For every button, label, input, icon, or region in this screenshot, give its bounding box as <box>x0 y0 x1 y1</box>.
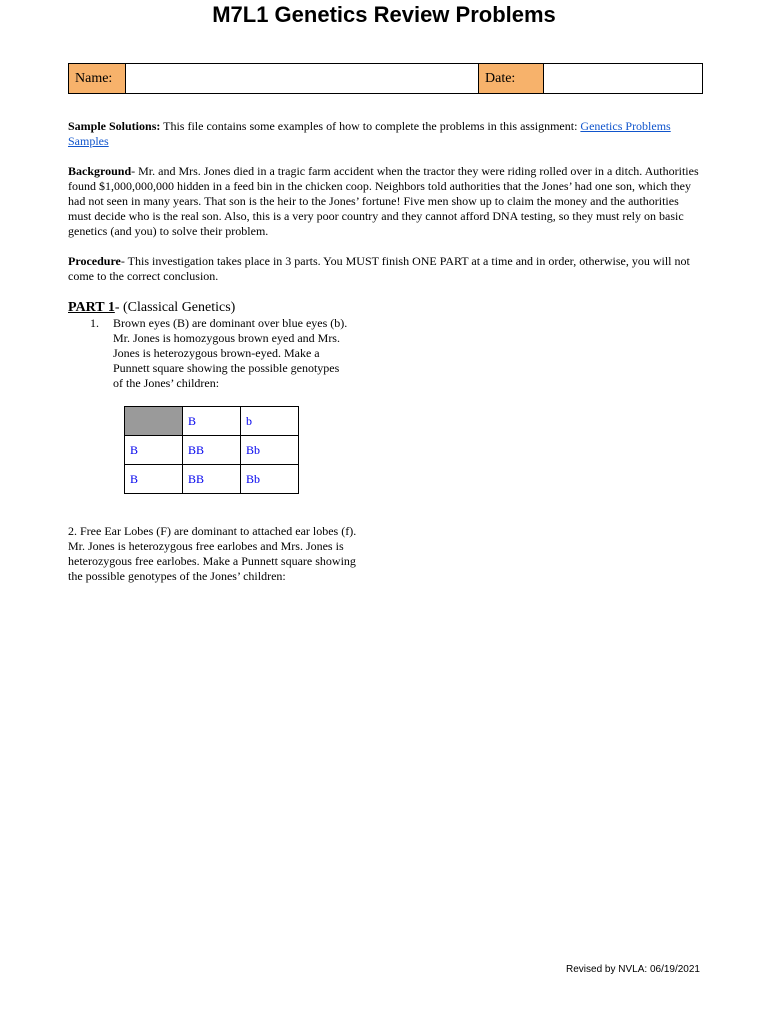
name-label: Name: <box>69 64 126 94</box>
question-1-number: 1. <box>90 316 99 330</box>
procedure-text: - This investigation takes place in 3 parts. You MUST finish ONE PART at a time and in order, otherwise, you will not come to the correct conclusion. <box>68 254 690 283</box>
part1-suffix: - (Classical Genetics) <box>114 300 236 315</box>
question-1 <box>90 316 352 391</box>
page-title: M7L1 Genetics Review Problems <box>212 2 556 27</box>
procedure-label: Procedure <box>68 254 121 268</box>
background-paragraph <box>68 164 700 239</box>
punnett-square <box>124 406 299 494</box>
name-date-table <box>68 63 703 94</box>
part1-heading <box>68 299 235 316</box>
punnett-col-header: B <box>183 407 241 436</box>
sample-solutions-text: This file contains some examples of how to complete the problems in this assignment: <box>160 119 581 133</box>
question-1-text: Brown eyes (B) are dominant over blue eyes (b). Mr. Jones is homozygous brown eyed and Mrs. Jones is heterozygous brown-eyed. Make a Punnett square showing the possible genotypes of the Jones’ children: <box>113 316 348 390</box>
background-text: - Mr. and Mrs. Jones died in a tragic farm accident when the tractor they were riding rolled over in a ditch. Authorities found $1,000,000,000 hidden in a feed bin in the chicken coop. Neighbors told authorities that the Jones’ had one son, which they had not seen in many years. That son is the heir to the Jones’ fortune! Five men show up to claim the money and the authorities must decide who is the real son. Also, this is a very poor country and they cannot afford DNA testing, so they must rely on basic genetics (and you) to solve their problem. <box>68 164 699 238</box>
genetics-samples-link[interactable]: Genetics Problems Samples <box>68 119 671 148</box>
revision-footer: Revised by NVLA: 06/19/2021 <box>566 964 700 975</box>
punnett-cell: BB <box>183 465 241 494</box>
part1-label: PART 1 <box>68 300 115 315</box>
punnett-corner <box>125 407 183 436</box>
question-2-text: 2. Free Ear Lobes (F) are dominant to attached ear lobes (f). Mr. Jones is heterozygous free earlobes and Mrs. Jones is heterozygous free earlobes. Make a Punnett square showing the possible genotypes of the Jones’ children: <box>68 524 357 583</box>
punnett-cell: Bb <box>241 465 299 494</box>
sample-solutions-paragraph <box>68 119 700 149</box>
punnett-row-header: B <box>125 436 183 465</box>
date-label: Date: <box>479 64 544 94</box>
punnett-col-header: b <box>241 407 299 436</box>
punnett-cell: BB <box>183 436 241 465</box>
background-label: Background <box>68 164 132 178</box>
punnett-row-header: B <box>125 465 183 494</box>
procedure-paragraph <box>68 254 700 284</box>
sample-solutions-label: Sample Solutions: <box>68 119 161 133</box>
date-field[interactable] <box>544 64 703 94</box>
name-field[interactable] <box>126 64 479 94</box>
punnett-cell: Bb <box>241 436 299 465</box>
